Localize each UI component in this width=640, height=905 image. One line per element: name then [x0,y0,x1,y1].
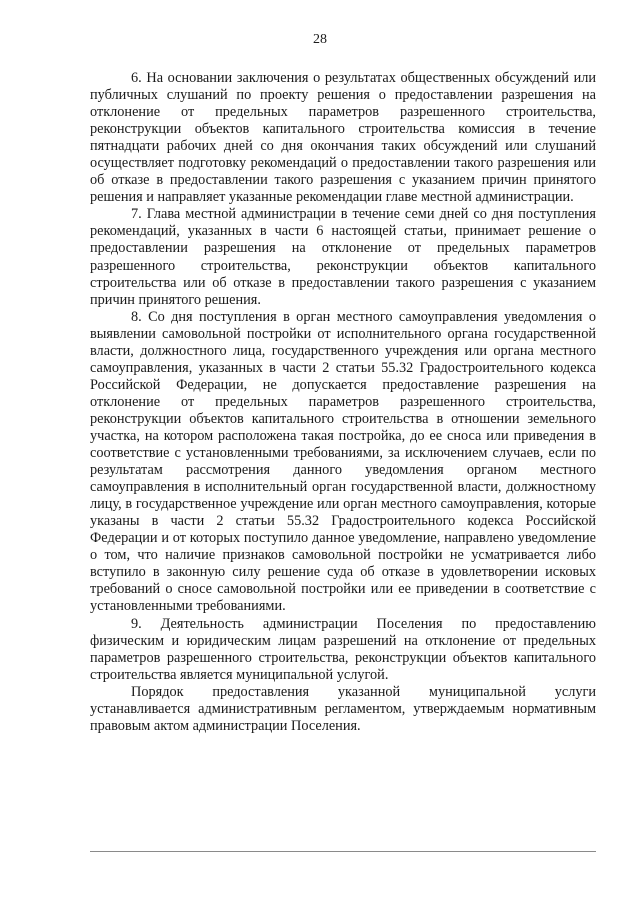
page-number: 28 [313,32,327,47]
paragraph-6: 6. На основании заключения о результатах общественных обсуждений или публичных слушаний по проекту решения о предоставлении разрешения на отклонение от предельных параметров разрешенного строительства, реконструкции объектов капитального строительства комиссия в течение пятнадцати рабочих дней со дня окончания таких обсуждений или слушаний осуществляет подготовку рекомендаций о предоставлении такого разрешения или об отказе в предоставлении такого разрешения с указанием причин принятого решения и направляет указанные рекомендации главе местной администрации. [90,70,596,206]
paragraph-7: 7. Глава местной администрации в течение семи дней со дня поступления рекомендаций, указанных в части 6 настоящей статьи, принимает решение о предоставлении разрешения на отклонение от предельных параметров разрешенного строительства, реконструкции объектов капитального строительства или об отказе в предоставлении такого разрешения с указанием причин принятого решения. [90,206,596,308]
document-body [90,70,596,735]
footer-divider [90,851,596,852]
paragraph-procedure: Порядок предоставления указанной муниципальной услуги устанавливается административным регламентом, утверждаемым нормативным правовым актом администрации Поселения. [90,683,596,734]
paragraph-8: 8. Со дня поступления в орган местного самоуправления уведомления о выявлении самовольной постройки от исполнительного органа государственной власти, должностного лица, государственного учреждения или органа местного самоуправления, указанных в части 2 статьи 55.32 Градостроительного кодекса Российской Федерации, не допускается предоставление разрешения на отклонение от предельных параметров разрешенного строительства, реконструкции объектов капитального строительства в отношении земельного участка, на котором расположена такая постройка, до ее сноса или приведения в соответствие с установленными требованиями, за исключением случаев, если по результатам рассмотрения данного уведомления органом местного самоуправления в исполнительный орган государственной власти, должностному лицу, в государственное учреждение или орган местного самоуправления, которые указаны в части 2 статьи 55.32 Градостроительного кодекса Российской Федерации и от которых поступило данное уведомление, направлено уведомление о том, что наличие признаков самовольной постройки не усматривается либо вступило в законную силу решение суда об отказе в удовлетворении исковых требований о сносе самовольной постройки или ее приведении в соответствие с установленными требованиями. [90,308,596,615]
paragraph-9: 9. Деятельность администрации Поселения по предоставлению физическим и юридическим лицам разрешений на отклонение от предельных параметров разрешенного строительства, реконструкции объектов капитального строительства является муниципальной услугой. [90,615,596,683]
